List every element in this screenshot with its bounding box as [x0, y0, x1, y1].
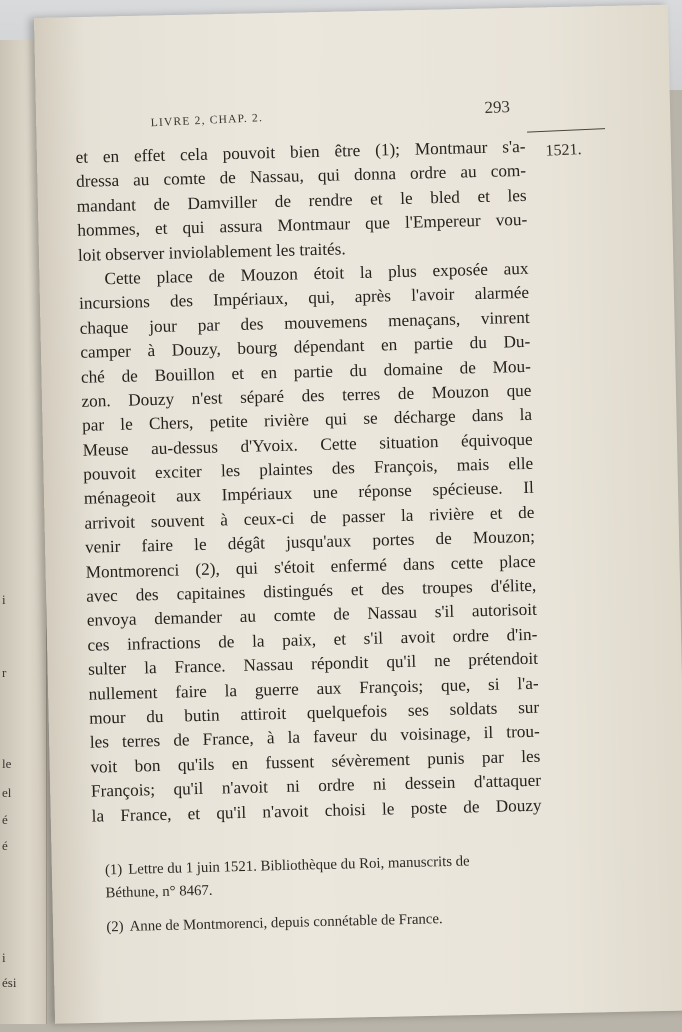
- footnote: [105, 848, 562, 905]
- text-line: sulter la France. Nassau répondit qu'il ne prétendoit: [87, 648, 539, 679]
- text-line: chaque jour par des mouvemens menaçans, vinrent: [79, 307, 530, 338]
- running-head: LIVRE 2, CHAP. 2.: [150, 112, 264, 130]
- facing-page-fragment: i: [2, 592, 6, 607]
- text-line: ménageoit aux Impériaux une réponse spécieuse. Il: [83, 478, 534, 509]
- page-number: 293: [484, 96, 511, 118]
- facing-page-fragment: ési: [2, 975, 17, 990]
- text-line: venir faire le dégât jusqu'aux portes de Mouzon;: [84, 527, 536, 558]
- text-line: ces infractions de la paix, et s'il avoit ordre d'in-: [87, 624, 538, 655]
- text-line: par le Chers, petite rivière qui se décharge dans la: [81, 405, 533, 436]
- text-line: la France, et qu'il n'avoit choisi le poste de Douzy: [91, 795, 542, 826]
- facing-page-fragment: el: [2, 785, 12, 800]
- text-line: les terres de France, à la faveur du voisinage, il trou-: [89, 722, 540, 753]
- text-line: Meuse au-dessus d'Yvoix. Cette situation équivoque: [82, 429, 533, 460]
- margin-date: 1521.: [545, 141, 582, 160]
- text-line: arrivoit souvent à ceux-ci de passer la rivière et de: [84, 502, 535, 533]
- facing-page-fragment: r: [2, 665, 7, 680]
- text-line: ché de Bouillon et en partie du domaine de Mou-: [80, 356, 532, 387]
- margin-rule: [527, 128, 605, 133]
- text-line: François; qu'il n'avoit ni ordre ni dessein d'attaquer: [90, 770, 542, 801]
- text-line: incursions des Impériaux, qui, après l'avoir alarmée: [78, 283, 530, 314]
- text-line: camper à Douzy, bourg dépendant en partie du Du-: [80, 331, 531, 362]
- footnote-marker: (2): [106, 918, 124, 936]
- text-line: dressa au comte de Nassau, qui donna ordre au com-: [75, 161, 527, 192]
- text-line: nullement faire la guerre aux François; que, si l'a-: [88, 673, 539, 704]
- text-line: envoya demander au comte de Nassau s'il autorisoit: [86, 600, 537, 631]
- text-line: pouvoit exciter les plaintes des François, mais elle: [83, 453, 534, 484]
- text-line: loit observer inviolablement les traités.: [77, 238, 346, 265]
- text-line: mour du butin attiroit quelquefois ses soldats sur: [89, 697, 540, 728]
- text-line: mandant de Damviller de rendre et le bled et les: [76, 185, 527, 216]
- facing-page-fragment: é: [2, 838, 8, 853]
- text-line: et en effet cela pouvoit bien être (1); Montmaur s'a-: [75, 136, 526, 167]
- text-line: hommes, et qui assura Montmaur que l'Empereur vou-: [77, 210, 528, 241]
- text-line: zon. Douzy n'est séparé des terres de Mouzon que: [81, 380, 532, 411]
- footnote-continuation: Béthune, n° 8467.: [105, 882, 213, 902]
- footnote-text: Anne de Montmorenci, depuis connétable de France.: [129, 911, 443, 935]
- text-line: voit bon qu'ils en fussent sévèrement punis par les: [90, 746, 541, 777]
- text-line: Cette place de Mouzon étoit la plus exposée aux: [104, 258, 529, 289]
- footnote: [106, 905, 562, 939]
- facing-page-fragment: i: [2, 950, 6, 965]
- facing-page-fragment: le: [2, 756, 12, 771]
- body-text: [75, 135, 542, 829]
- text-line: Montmorenci (2), qui s'étoit enfermé dans cette place: [85, 551, 536, 582]
- text-line: avec des capitaines distingués et des troupes d'élite,: [86, 575, 537, 606]
- footnote-text: Lettre du 1 juin 1521. Bibliothèque du Roi, manuscrits de: [128, 853, 470, 878]
- facing-page-fragment: é: [2, 812, 8, 827]
- footnotes: [105, 848, 563, 939]
- footnote-marker: (1): [104, 861, 123, 879]
